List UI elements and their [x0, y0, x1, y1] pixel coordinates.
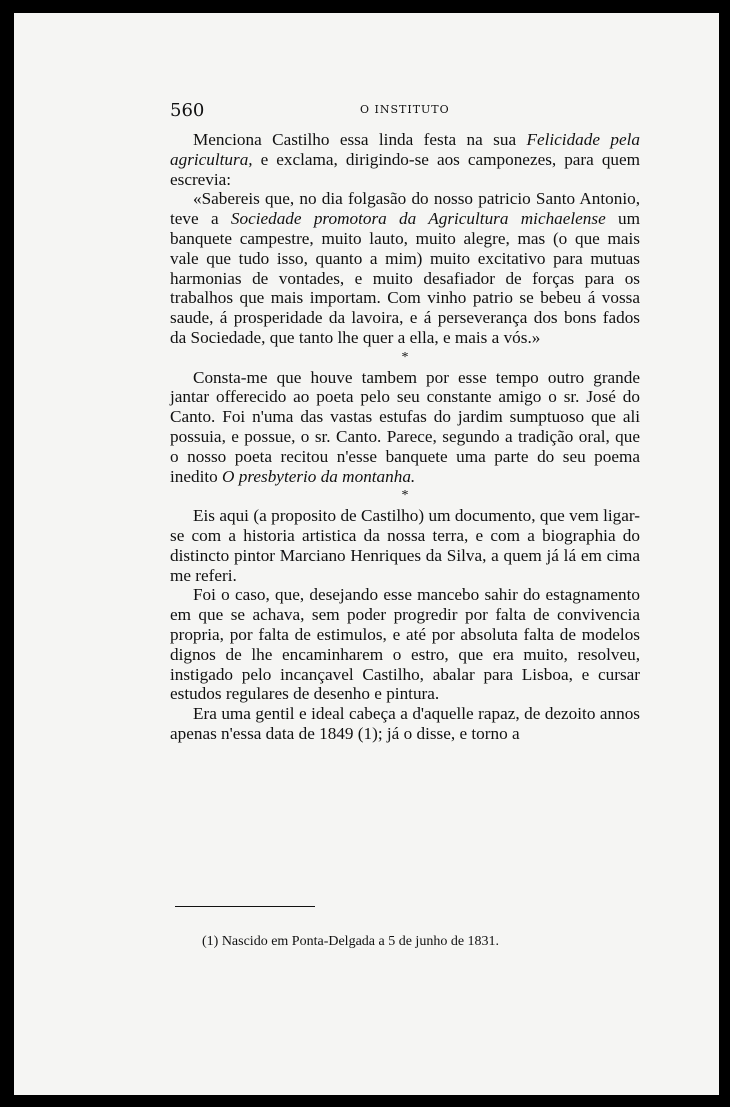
- paragraph-3: [170, 368, 640, 487]
- section-separator: *: [401, 488, 409, 504]
- italic-title: O presbyterio da montanha.: [222, 466, 416, 486]
- text-run: Menciona Castilho essa linda festa na sua: [193, 130, 527, 149]
- page-number: 560: [170, 100, 205, 121]
- section-separator: *: [401, 349, 409, 365]
- body-text: [170, 130, 640, 744]
- running-title: O INSTITUTO: [360, 103, 450, 116]
- italic-title: Sociedade promotora da Agricultura michaelense: [230, 209, 606, 229]
- footnote: (1) Nascido em Ponta-Delgada a 5 de junho de 1831.: [202, 934, 500, 949]
- page-header: [170, 100, 638, 120]
- paragraph-5: Foi o caso, que, desejando esse mancebo sahir do estagnamento em que se achava, sem poder progredir por falta de convivencia propria, por falta de estimulos, e até por absoluta falta de modelos dignos de lhe encaminharem o estro, que era muito, resolveu, instigado pelo incançavel Castilho, abalar para Lisboa, e cursar estudos regulares de desenho e pintura.: [170, 585, 640, 704]
- paragraph-1: [170, 130, 640, 189]
- text-run: e exclama, dirigindo-se aos camponezes, para quem escrevia:: [170, 149, 640, 189]
- paragraph-6: Era uma gentil e ideal cabeça a d'aquelle rapaz, de dezoito annos apenas n'essa data de 1849 (1); já o disse, e torno a: [170, 704, 640, 743]
- text-run: um banquete campestre, muito lauto, muito alegre, mas (o que mais vale que tudo isso, quanto a mim) muito excitativo para mutuas harmonias de vontades, e muito desafiador de forças para os trabalhos que mais importam. Com vinho patrio se bebeu á vossa saude, á prosperidade da lavoira, e á perseverança dos bons fados da Sociedade, que tanto lhe quer a ella, e mais a vós.»: [170, 209, 640, 347]
- paragraph-4: Eis aqui (a proposito de Castilho) um documento, que vem ligar-se com a historia artistica da nossa terra, e com a biographia do distincto pintor Marciano Henriques da Silva, a quem já lá em cima me referi.: [170, 506, 640, 585]
- text-run: «Sabereis que, no dia folgasão do nosso patricio Santo Antonio, teve a: [170, 189, 640, 229]
- italic-title: Felicidade pela agricultura,: [170, 130, 640, 169]
- text-run: Consta-me que houve tambem por esse tempo outro grande jantar offerecido ao poeta pelo seu constante amigo o sr. José do Canto. Foi n'uma das vastas estufas do jardim sumptuoso que ali possuia, e possue, o sr. Canto. Parece, segundo a tradição oral, que o nosso poeta recitou n'esse banquete uma parte do seu poema inedito: [170, 367, 640, 486]
- footnote-rule: [175, 906, 315, 907]
- paragraph-2-quote: [170, 189, 640, 347]
